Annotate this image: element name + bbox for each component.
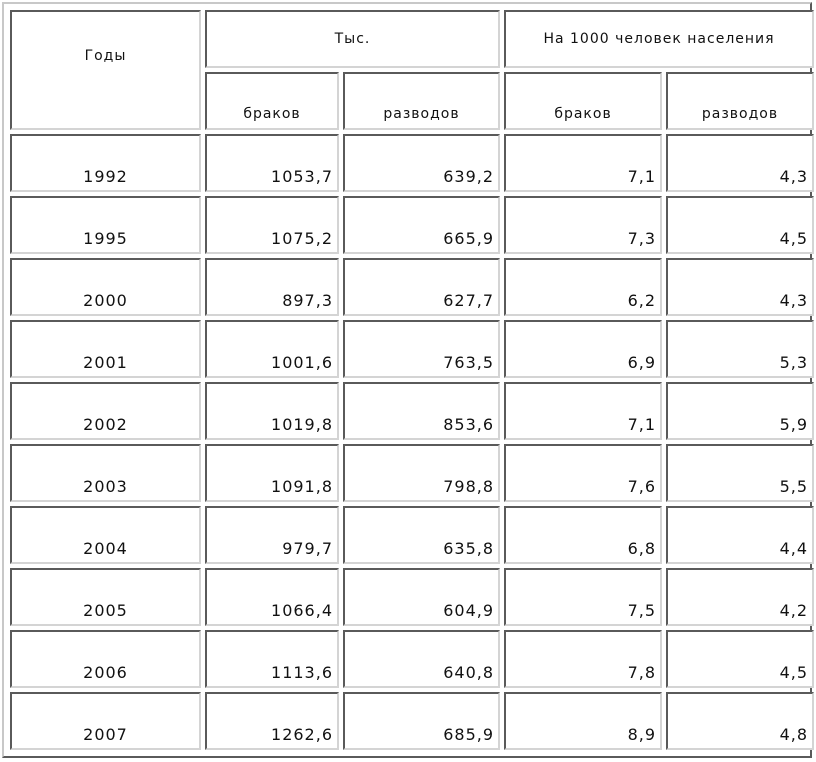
table-row (10, 506, 814, 564)
cell-divorces-thousands: 639,2 (343, 134, 500, 192)
cell-divorces-per-1000: 4,8 (666, 692, 814, 750)
cell-divorces-per-1000: 5,5 (666, 444, 814, 502)
cell-marriages-thousands: 1019,8 (205, 382, 339, 440)
header-divorces-thousands: разводов (343, 72, 500, 130)
header-marriages-per-1000: браков (504, 72, 662, 130)
cell-marriages-per-1000: 6,2 (504, 258, 662, 316)
cell-divorces-thousands: 798,8 (343, 444, 500, 502)
cell-divorces-per-1000: 4,5 (666, 630, 814, 688)
cell-marriages-thousands: 897,3 (205, 258, 339, 316)
table-row (10, 692, 814, 750)
cell-year: 2003 (10, 444, 201, 502)
cell-year: 1992 (10, 134, 201, 192)
table-row (10, 630, 814, 688)
cell-divorces-thousands: 685,9 (343, 692, 500, 750)
cell-marriages-per-1000: 7,5 (504, 568, 662, 626)
cell-year: 2002 (10, 382, 201, 440)
cell-marriages-thousands: 1053,7 (205, 134, 339, 192)
table-row (10, 444, 814, 502)
cell-divorces-per-1000: 4,3 (666, 258, 814, 316)
cell-marriages-per-1000: 7,1 (504, 382, 662, 440)
cell-year: 1995 (10, 196, 201, 254)
header-divorces-per-1000: разводов (666, 72, 814, 130)
cell-divorces-thousands: 604,9 (343, 568, 500, 626)
cell-divorces-thousands: 635,8 (343, 506, 500, 564)
header-thousands: Тыс. (205, 10, 500, 68)
cell-marriages-per-1000: 7,1 (504, 134, 662, 192)
table-row (10, 382, 814, 440)
cell-divorces-thousands: 853,6 (343, 382, 500, 440)
cell-marriages-thousands: 979,7 (205, 506, 339, 564)
cell-marriages-per-1000: 7,3 (504, 196, 662, 254)
header-marriages-thousands: браков (205, 72, 339, 130)
cell-marriages-thousands: 1001,6 (205, 320, 339, 378)
cell-marriages-per-1000: 8,9 (504, 692, 662, 750)
cell-marriages-thousands: 1091,8 (205, 444, 339, 502)
cell-marriages-per-1000: 6,8 (504, 506, 662, 564)
cell-year: 2001 (10, 320, 201, 378)
cell-divorces-thousands: 763,5 (343, 320, 500, 378)
cell-year: 2007 (10, 692, 201, 750)
cell-divorces-per-1000: 4,3 (666, 134, 814, 192)
cell-marriages-thousands: 1262,6 (205, 692, 339, 750)
cell-divorces-thousands: 627,7 (343, 258, 500, 316)
cell-divorces-per-1000: 4,5 (666, 196, 814, 254)
table-row (10, 568, 814, 626)
cell-marriages-thousands: 1075,2 (205, 196, 339, 254)
cell-divorces-thousands: 640,8 (343, 630, 500, 688)
cell-divorces-per-1000: 5,9 (666, 382, 814, 440)
cell-divorces-thousands: 665,9 (343, 196, 500, 254)
table-frame (2, 2, 812, 758)
cell-year: 2000 (10, 258, 201, 316)
cell-year: 2005 (10, 568, 201, 626)
table-row (10, 258, 814, 316)
cell-marriages-per-1000: 7,6 (504, 444, 662, 502)
header-years: Годы (10, 10, 201, 130)
table-row (10, 134, 814, 192)
cell-year: 2004 (10, 506, 201, 564)
cell-year: 2006 (10, 630, 201, 688)
cell-divorces-per-1000: 4,4 (666, 506, 814, 564)
marriage-divorce-table (6, 6, 816, 754)
cell-divorces-per-1000: 4,2 (666, 568, 814, 626)
table-row (10, 196, 814, 254)
cell-marriages-per-1000: 7,8 (504, 630, 662, 688)
cell-marriages-thousands: 1066,4 (205, 568, 339, 626)
header-per-1000: На 1000 человек населения (504, 10, 814, 68)
table-row (10, 320, 814, 378)
cell-marriages-thousands: 1113,6 (205, 630, 339, 688)
cell-marriages-per-1000: 6,9 (504, 320, 662, 378)
cell-divorces-per-1000: 5,3 (666, 320, 814, 378)
